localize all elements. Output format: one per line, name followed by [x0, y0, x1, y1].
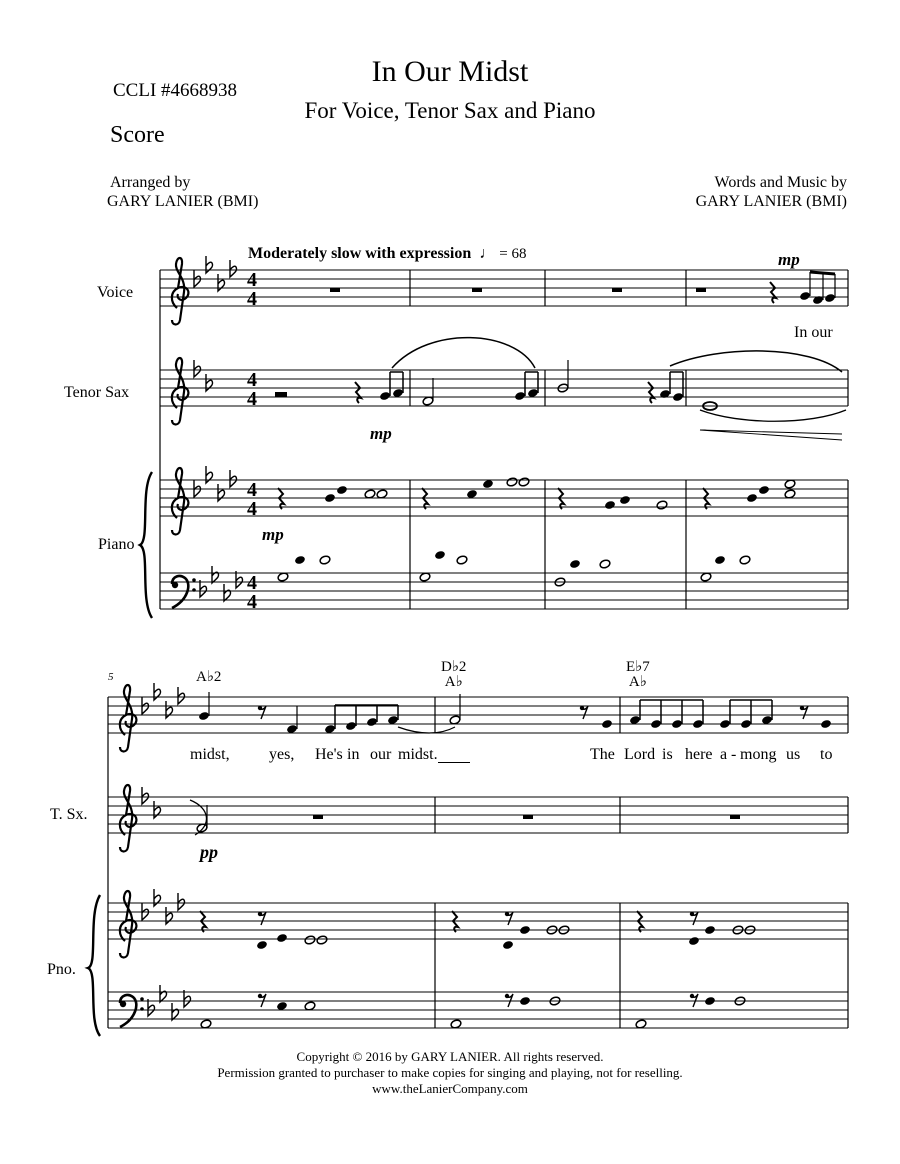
website-line: www.theLanierCompany.com [372, 1081, 528, 1096]
page-title: In Our Midst [371, 55, 529, 88]
lyric-in-our: In our [794, 324, 833, 341]
permission-line: Permission granted to purchaser to make copies for singing and playing, not for reselling. [217, 1065, 683, 1080]
lyric: a [720, 746, 728, 763]
copyright-line: Copyright © 2016 by GARY LANIER. All rights reserved. [296, 1049, 604, 1064]
voice-staff [160, 270, 848, 306]
svg-text:4: 4 [247, 388, 257, 410]
instrument-label-piano: Piano [98, 536, 135, 553]
svg-text:4: 4 [247, 288, 257, 310]
dynamic-sax: mp [370, 424, 392, 443]
lyric: to [820, 746, 833, 763]
words-music-label: Words and Music by [714, 174, 847, 191]
arranger-name: GARY LANIER (BMI) [107, 193, 259, 210]
lyric: here [685, 746, 713, 763]
page-subtitle: For Voice, Tenor Sax and Piano [304, 98, 596, 123]
chord-symbol-3: E♭7 A♭ [626, 659, 650, 690]
instrument-label-piano-short: Pno. [47, 961, 76, 978]
lyric: in [347, 746, 360, 763]
lyric: is [662, 746, 673, 763]
svg-text:4: 4 [247, 369, 257, 391]
chord-symbol-2: D♭2 A♭ [441, 659, 467, 690]
ccli-number: CCLI #4668938 [113, 80, 238, 101]
piano-bass-staff [160, 573, 848, 609]
lyric: yes, [269, 746, 295, 763]
tempo-marking [248, 245, 526, 263]
dynamic-sax-2: pp [200, 842, 218, 862]
lyric: midst. [398, 746, 438, 763]
score-label: Score [110, 122, 165, 148]
tempo-text: Moderately slow with expression [248, 245, 472, 262]
dynamic-piano: mp [262, 525, 284, 544]
instrument-label-sax-short: T. Sx. [50, 806, 88, 823]
lyric: - [731, 746, 737, 763]
lyric: midst, [190, 746, 230, 763]
svg-text:4: 4 [247, 269, 257, 291]
arranged-by-label: Arranged by [110, 174, 191, 191]
tempo-value: = 68 [499, 246, 527, 262]
piano-bass-staff-2 [108, 992, 848, 1028]
svg-text:4: 4 [247, 498, 257, 520]
svg-text:4: 4 [247, 479, 257, 501]
piano-treble-staff [160, 480, 848, 516]
dynamic-voice: mp [778, 250, 800, 269]
quarter-note-icon: ♩ [479, 245, 496, 262]
lyric: us [786, 746, 801, 763]
composer-name: GARY LANIER (BMI) [695, 193, 847, 210]
copyright-footer [0, 1049, 900, 1097]
lyric-extender [438, 762, 470, 763]
lyric: Lord [624, 746, 656, 763]
instrument-label-sax: Tenor Sax [64, 384, 130, 401]
svg-text:4: 4 [247, 572, 257, 594]
instrument-label-voice: Voice [97, 284, 134, 301]
svg-text:4: 4 [247, 591, 257, 613]
system-1 [140, 256, 848, 618]
lyric: mong [740, 746, 777, 763]
measure-number: 5 [108, 671, 114, 683]
sax-staff [160, 370, 848, 406]
chord-symbol-1: A♭2 [196, 669, 222, 685]
lyric: our [370, 746, 392, 763]
voice-staff-2 [108, 697, 848, 733]
lyric: The [590, 746, 615, 763]
lyric: He's [315, 746, 343, 763]
